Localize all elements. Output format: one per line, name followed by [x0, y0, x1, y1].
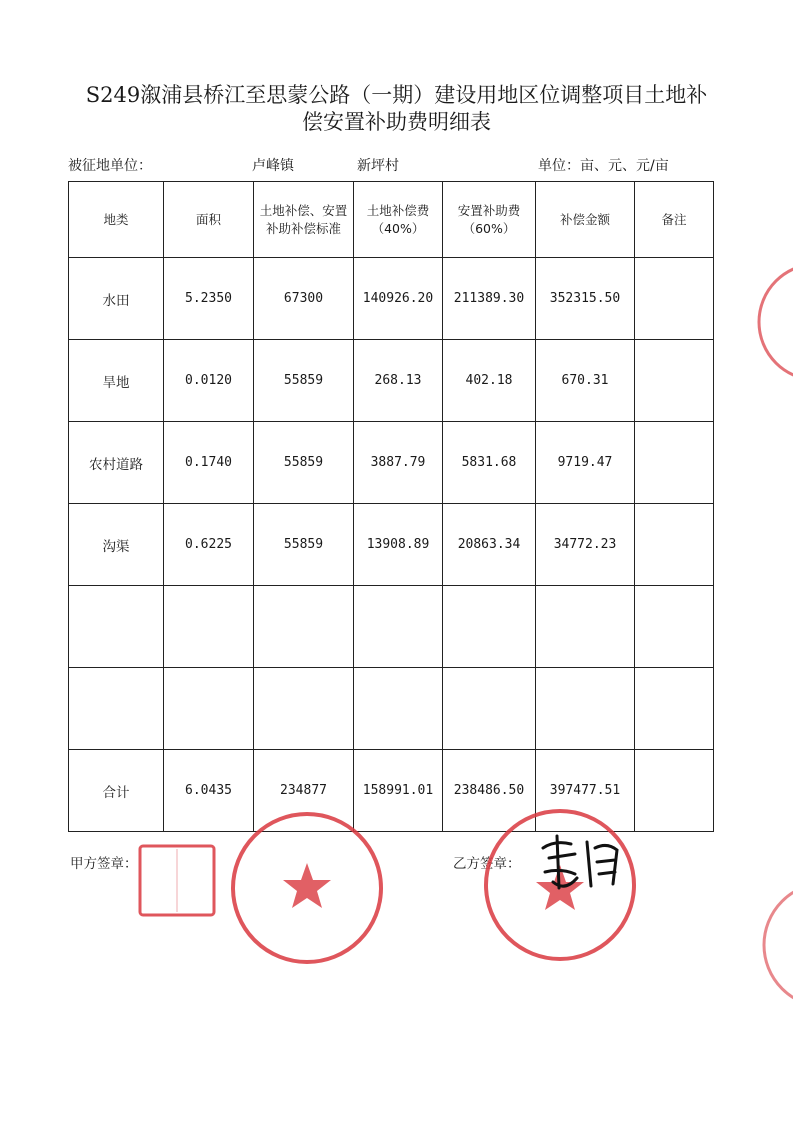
star-icon: [283, 863, 331, 908]
cell-standard: 55859: [254, 340, 354, 422]
table-row: [69, 340, 714, 422]
cell-standard: 234877: [254, 750, 354, 832]
header-total: 补偿金额: [536, 182, 635, 258]
header-resettlement-fee: 安置补助费 （60%）: [443, 182, 536, 258]
units-label: 单位：亩、元、元/亩: [538, 158, 669, 174]
table-row-empty: [69, 586, 714, 668]
cell-land-fee: 268.13: [354, 340, 443, 422]
cell-type: 水田: [69, 258, 164, 340]
cell-area: 0.6225: [164, 504, 254, 586]
edge-seal-bottom: [760, 880, 793, 1010]
header-area: 面积: [164, 182, 254, 258]
cell-total: 9719.47: [536, 422, 635, 504]
cell-total: 352315.50: [536, 258, 635, 340]
table-row: [69, 504, 714, 586]
compensation-table: [68, 181, 714, 832]
cell-standard: 55859: [254, 422, 354, 504]
table-row: [69, 258, 714, 340]
cell-area: 0.1740: [164, 422, 254, 504]
cell-remark: [635, 504, 714, 586]
table-row: [69, 422, 714, 504]
cell-resettlement-fee: 238486.50: [443, 750, 536, 832]
title-line-2: 偿安置补助费明细表: [302, 110, 491, 134]
cell-resettlement-fee: 402.18: [443, 340, 536, 422]
cell-type: 旱地: [69, 340, 164, 422]
party-b-signature-label: 乙方签章：: [453, 856, 521, 872]
cell-land-fee: 140926.20: [354, 258, 443, 340]
cell-land-fee: 13908.89: [354, 504, 443, 586]
header-land-type: 地类: [69, 182, 164, 258]
cell-area: 0.0120: [164, 340, 254, 422]
party-a-signature-label: 甲方签章：: [70, 856, 138, 872]
table-row-empty: [69, 668, 714, 750]
cell-remark: [635, 340, 714, 422]
cell-type: 沟渠: [69, 504, 164, 586]
cell-type: 合计: [69, 750, 164, 832]
header-land-fee: 土地补偿费 （40%）: [354, 182, 443, 258]
header-standard: 土地补偿、安置 补助补偿标准: [254, 182, 354, 258]
cell-standard: 55859: [254, 504, 354, 586]
cell-resettlement-fee: 5831.68: [443, 422, 536, 504]
bureau-seal: [227, 808, 387, 968]
personal-seal: [137, 843, 217, 918]
cell-remark: [635, 258, 714, 340]
cell-area: 5.2350: [164, 258, 254, 340]
town-name: 卢峰镇: [252, 158, 294, 174]
cell-remark: [635, 750, 714, 832]
cell-total: 397477.51: [536, 750, 635, 832]
village-name: 新坪村: [357, 158, 399, 174]
cell-total: 670.31: [536, 340, 635, 422]
header-remark: 备注: [635, 182, 714, 258]
cell-resettlement-fee: 20863.34: [443, 504, 536, 586]
edge-seal-top: [755, 262, 793, 382]
cell-land-fee: 3887.79: [354, 422, 443, 504]
handwritten-signature: [535, 828, 625, 898]
cell-standard: 67300: [254, 258, 354, 340]
cell-land-fee: 158991.01: [354, 750, 443, 832]
cell-remark: [635, 422, 714, 504]
cell-area: 6.0435: [164, 750, 254, 832]
document-title: [0, 82, 793, 136]
cell-type: 农村道路: [69, 422, 164, 504]
table-header-row: [69, 182, 714, 258]
cell-total: 34772.23: [536, 504, 635, 586]
cell-resettlement-fee: 211389.30: [443, 258, 536, 340]
title-line-1: S249溆浦县桥江至思蒙公路（一期）建设用地区位调整项目土地补: [85, 83, 708, 107]
expropriated-unit-label: 被征地单位：: [68, 158, 152, 174]
